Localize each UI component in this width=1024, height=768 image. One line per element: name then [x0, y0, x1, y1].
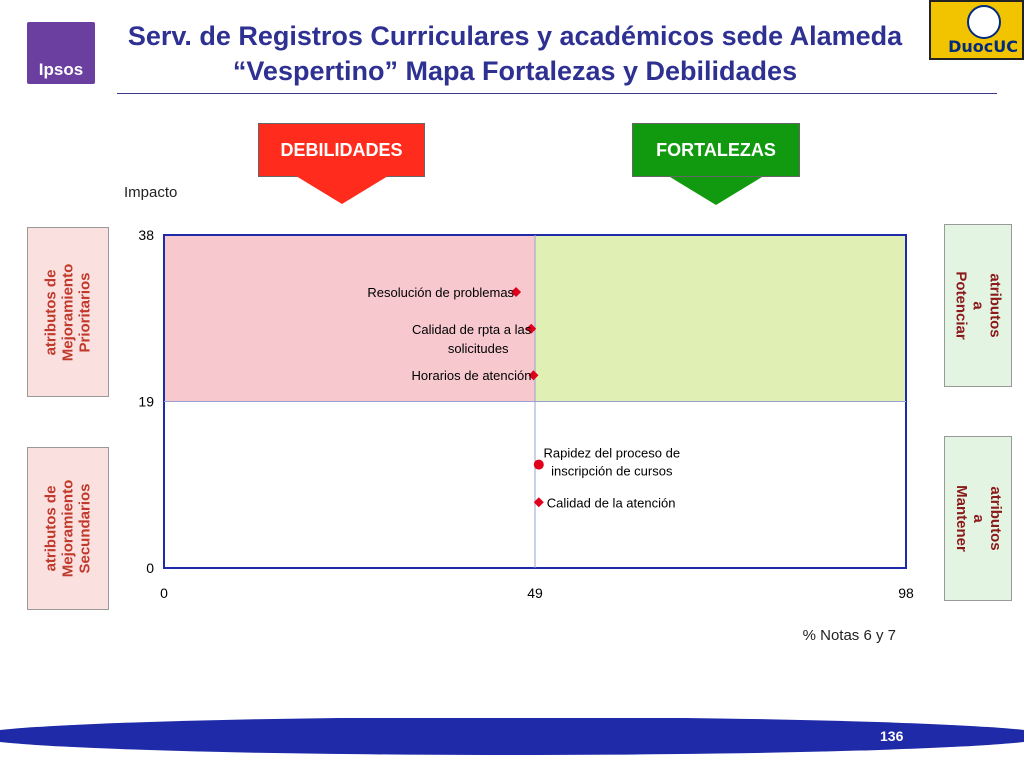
x-tick-label: 98 [898, 585, 914, 601]
label-atributos-mantener-text: atributos a Mantener [952, 485, 1004, 552]
page-number: 136 [880, 728, 904, 744]
ipsos-logo-text: Ipsos [38, 60, 84, 79]
y-tick-label: 0 [146, 560, 154, 576]
label-mejoramiento-secundarios-text: atributos de Mejoramiento Secundarios [42, 479, 94, 578]
quadrant-top-right [535, 235, 906, 402]
data-point-label: Horarios de atención [411, 368, 532, 384]
y-tick-label: 19 [138, 393, 154, 410]
x-tick-label: 49 [527, 585, 543, 601]
footer-bar [0, 718, 1024, 758]
data-point-label: Resolución de problemas [367, 284, 515, 300]
label-mejoramiento-prioritarios-text: atributos de Mejoramiento Prioritarios [42, 263, 94, 361]
data-point [534, 460, 544, 470]
data-point-label: Rapidez del proceso de inscripción de cursos [543, 445, 681, 479]
duoc-logo-text: DuocUC [948, 37, 1018, 56]
x-tick-label: 0 [160, 585, 168, 601]
data-point-label: Calidad de rpta a las solicitudes [411, 321, 532, 356]
label-atributos-potenciar-text: atributos a Potenciar [952, 271, 1004, 340]
debilidades-banner: DEBILIDADES [258, 123, 425, 177]
page-title-line2: “Vespertino” Mapa Fortalezas y Debilidades [232, 56, 798, 86]
x-axis-title: % Notas 6 y 7 [802, 627, 896, 644]
page-title-line1: Serv. de Registros Curriculares y académicos sede Alameda [127, 21, 903, 51]
y-axis-title: Impacto [124, 184, 178, 201]
y-tick-label: 38 [138, 227, 154, 243]
data-point-label: Calidad de la atención [546, 495, 676, 511]
fortalezas-banner: FORTALEZAS [632, 123, 800, 177]
